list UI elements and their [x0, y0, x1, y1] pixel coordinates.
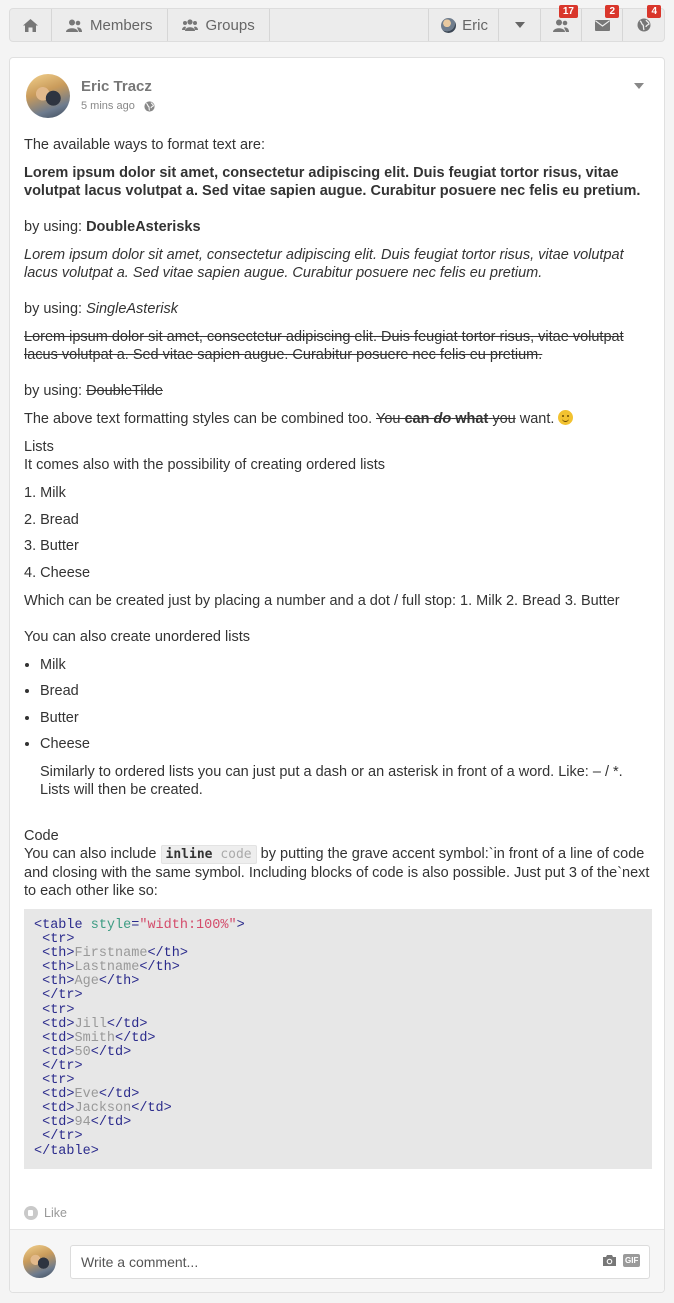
friends-icon: [553, 19, 569, 32]
friend-requests-button[interactable]: [541, 6, 582, 41]
top-navigation: [9, 8, 665, 42]
unordered-list-item: • Bread: [40, 682, 652, 700]
globe-icon: [637, 18, 651, 32]
combined-can: can: [404, 411, 430, 427]
post-options-button[interactable]: [634, 76, 644, 92]
unordered-list-item: • Cheese: [40, 735, 652, 753]
by-using-label: by using:: [24, 301, 83, 317]
user-avatar: [441, 18, 456, 33]
code-line: </tr>: [34, 1058, 83, 1074]
combined-example: [24, 410, 652, 428]
chevron-down-icon: [515, 22, 525, 28]
italic-syntax-line: [24, 300, 652, 318]
unordered-list-item: • Butter: [40, 709, 652, 727]
code-line: <td>Smith</td>: [34, 1030, 156, 1046]
code-line: </table>: [34, 1143, 99, 1159]
inline-code-bold: inline: [165, 847, 213, 862]
groups-label: Groups: [205, 16, 255, 34]
public-globe-icon: [144, 101, 155, 112]
bold-syntax-line: [24, 218, 652, 236]
ordered-list-item: 4. Cheese: [24, 564, 652, 582]
comment-tools: [602, 1254, 640, 1267]
user-menu[interactable]: [429, 9, 499, 41]
code-line: <tr>: [34, 1073, 75, 1089]
smiley-emoji-icon: [558, 410, 573, 425]
code-line: <th>Age</th>: [34, 974, 140, 990]
code-line: <tr>: [34, 1002, 75, 1018]
code-line: </tr>: [34, 1129, 83, 1145]
author-block: [81, 78, 155, 118]
ordered-note: Which can be created just by placing a number and a dot / full stop: 1. Milk 2. Bread 3. Butter: [24, 592, 620, 609]
groups-icon: [182, 19, 198, 31]
code-line: <th>Lastname</th>: [34, 960, 180, 976]
code-line: <td>Jackson</td>: [34, 1101, 172, 1117]
bold-example: Lorem ipsum dolor sit amet, consectetur adipiscing elit. Duis feugiat tortor risus, vitae volutpat lacus volutpat a. Sed vitae sapien augue. Curabitur posuere nec felis eu pretium.: [24, 165, 641, 199]
unordered-note: Similarly to ordered lists you can just put a dash or an asterisk in front of a word. Like: – / *. Lists will then be created.: [40, 764, 623, 798]
friend-requests-badge: 17: [559, 5, 578, 18]
notifications-badge: 4: [647, 5, 661, 18]
chevron-down-icon: [634, 83, 644, 89]
post-card: [9, 57, 665, 1293]
code-line: <td>Jill</td>: [34, 1016, 148, 1032]
combined-do: do: [433, 411, 452, 427]
code-line: </tr>: [34, 988, 83, 1004]
commenter-avatar: [23, 1245, 56, 1278]
code-line: <td>94</td>: [34, 1115, 132, 1131]
author-name[interactable]: Eric Tracz: [81, 78, 152, 95]
author-avatar[interactable]: [26, 74, 70, 118]
combined-you-2: you: [492, 411, 516, 427]
inline-code-rest: code: [220, 847, 252, 862]
code-line: <td>Eve</td>: [34, 1087, 140, 1103]
thumbs-up-icon: [24, 1206, 38, 1220]
members-icon: [66, 19, 82, 32]
code-line: <td>50</td>: [34, 1044, 132, 1060]
code-line: <table style="width:100%">: [34, 918, 245, 933]
post-header: [26, 74, 155, 118]
ordered-intro: It comes also with the possibility of creating ordered lists: [24, 457, 386, 473]
home-icon: [23, 19, 38, 32]
unordered-list: [24, 656, 652, 754]
combined-prefix: The above text formatting styles can be combined too.: [24, 411, 373, 427]
combined-what: what: [455, 411, 489, 427]
post-body: [24, 136, 652, 1169]
camera-icon[interactable]: [602, 1254, 617, 1267]
notifications-button[interactable]: [623, 6, 664, 41]
like-button[interactable]: Like: [44, 1206, 67, 1220]
code-text-2: by putting the grave accent symbol:`in front of a line of code and closing with the same symbol. Including blocks of code is also possible. Just put 3 of the`next to each other like so:: [24, 846, 650, 899]
user-name: Eric: [462, 16, 488, 34]
code-line: <tr>: [34, 932, 75, 948]
messages-button[interactable]: [582, 6, 623, 41]
post-actions: [24, 1206, 67, 1220]
gif-button[interactable]: GIF: [625, 1256, 639, 1265]
combined-you: You: [375, 411, 401, 427]
single-asterisk-label: SingleAsterisk: [86, 301, 178, 317]
by-using-label: by using:: [24, 383, 83, 399]
by-using-label: by using:: [24, 219, 83, 235]
strikethrough-example: Lorem ipsum dolor sit amet, consectetur adipiscing elit. Duis feugiat tortor risus, vitae volutpat lacus volutpat a. Sed vitae sapien augue. Curabitur posuere nec felis eu pretium.: [24, 329, 624, 363]
members-link[interactable]: [52, 9, 168, 41]
ordered-list-item: 2. Bread: [24, 511, 652, 529]
envelope-icon: [595, 20, 610, 31]
post-time[interactable]: 5 mins ago: [81, 100, 135, 112]
members-label: Members: [90, 16, 153, 34]
ordered-list-item: 1. Milk: [24, 484, 652, 502]
code-heading: Code: [24, 828, 59, 844]
comment-input[interactable]: Write a comment...: [70, 1245, 650, 1279]
code-text-1: You can also include: [24, 846, 157, 862]
ordered-list: [24, 484, 652, 582]
comment-bar: [10, 1229, 664, 1292]
strikethrough-syntax-line: [24, 382, 652, 400]
combined-strike: [376, 411, 516, 427]
unordered-list-item: • Milk: [40, 656, 652, 674]
code-block: [24, 909, 652, 1169]
code-description: [24, 845, 652, 900]
user-dropdown-toggle[interactable]: [499, 9, 541, 41]
messages-badge: 2: [605, 5, 619, 18]
intro-text: The available ways to format text are:: [24, 137, 265, 153]
inline-code-sample: [161, 845, 257, 864]
double-asterisks-label: DoubleAsterisks: [86, 219, 201, 235]
nav-spacer: [270, 9, 429, 41]
lists-heading: Lists: [24, 439, 54, 455]
post-meta: [81, 100, 155, 112]
double-tilde-label: DoubleTilde: [86, 383, 163, 399]
combined-want: want.: [519, 411, 555, 427]
code-line: <th>Firstname</th>: [34, 946, 188, 962]
groups-link[interactable]: [168, 9, 270, 41]
ordered-list-item: 3. Butter: [24, 537, 652, 555]
home-button[interactable]: [10, 9, 52, 41]
unordered-intro: You can also create unordered lists: [24, 628, 250, 645]
italic-example: Lorem ipsum dolor sit amet, consectetur adipiscing elit. Duis feugiat tortor risus, vitae volutpat lacus volutpat a. Sed vitae sapien augue. Curabitur posuere nec felis eu pretium.: [24, 247, 624, 281]
